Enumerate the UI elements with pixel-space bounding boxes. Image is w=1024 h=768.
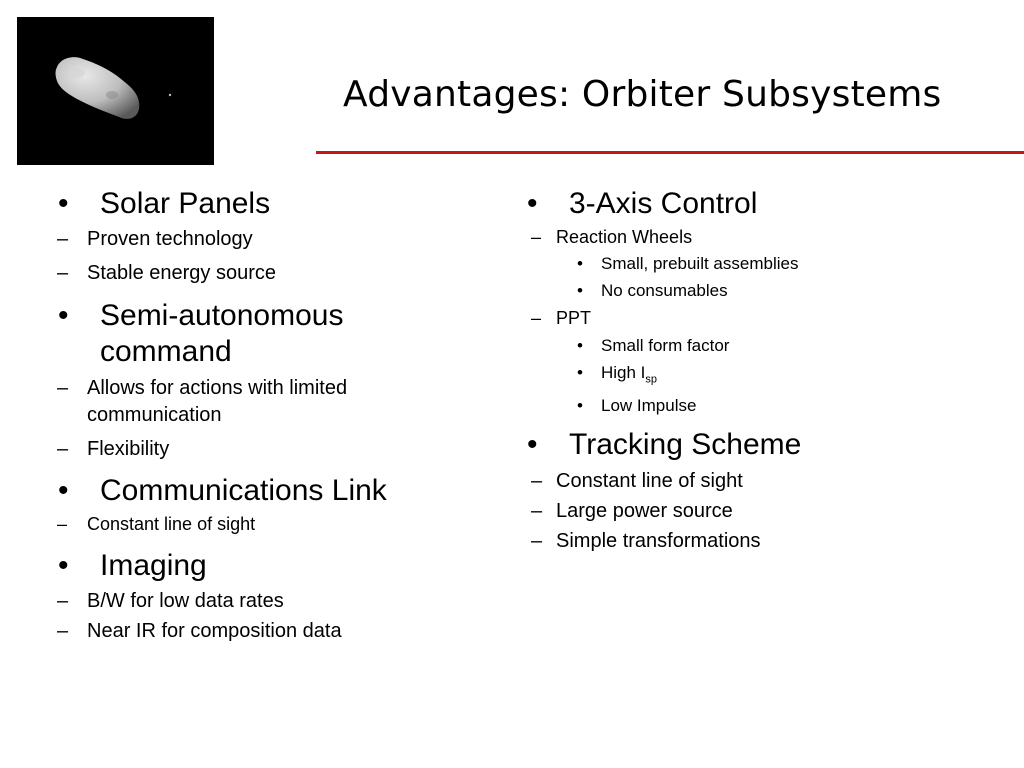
sub-item	[0, 226, 498, 253]
bullet-icon: •	[527, 187, 538, 220]
sub-sub-item	[469, 359, 1007, 393]
asteroid-image	[17, 17, 214, 165]
title-divider	[316, 151, 1024, 154]
sub-sub-item	[469, 393, 1007, 418]
sub-sub-item-text: No consumables	[601, 281, 728, 300]
sub-item-text: Flexibility	[87, 438, 170, 460]
bullet-icon: •	[577, 254, 583, 273]
sub-sub-item-text: Small, prebuilt assemblies	[601, 254, 799, 273]
bullet-icon: •	[577, 396, 583, 416]
sub-item-text: B/W for low data rates	[87, 590, 284, 612]
sub-item-text: Large power source	[556, 500, 733, 523]
sub-sub-item	[469, 250, 1007, 277]
dash-icon: –	[531, 530, 543, 553]
sub-item-reaction-wheels	[469, 224, 1007, 250]
slide-title: Advantages: Orbiter Subsystems	[343, 74, 942, 115]
sub-item-text-line2: communication	[87, 404, 222, 426]
asteroid-photo-icon	[17, 17, 214, 165]
dash-icon: –	[57, 514, 68, 534]
bullet-icon: •	[58, 299, 69, 332]
dash-icon: –	[531, 470, 543, 493]
heading-communications-link: Communications Link	[100, 474, 387, 507]
bullet-icon: •	[58, 474, 69, 507]
dash-icon: –	[57, 262, 69, 284]
list-item-imaging	[58, 548, 498, 584]
list-item-tracking-scheme	[527, 427, 1007, 463]
sub-item	[0, 375, 498, 429]
sub-item	[0, 618, 498, 645]
list-item-semi-autonomous	[58, 298, 498, 370]
bullet-icon: •	[577, 281, 583, 300]
sub-item-text: Simple transformations	[556, 530, 761, 553]
sub-item-ppt	[469, 304, 1007, 332]
dash-icon: –	[57, 228, 69, 250]
heading-imaging: Imaging	[100, 549, 207, 582]
heading-semi-autonomous-line1: Semi-autonomous	[100, 299, 344, 332]
heading-semi-autonomous-line2: command	[100, 335, 232, 368]
list-item-communications-link	[58, 473, 498, 509]
sub-sub-item-text: Low Impulse	[601, 396, 697, 416]
sub-item-text: Stable energy source	[87, 262, 277, 284]
heading-solar-panels: Solar Panels	[100, 187, 271, 220]
bullet-icon: •	[527, 428, 538, 462]
sub-sub-item-text: High I	[601, 363, 646, 382]
dash-icon: –	[531, 500, 543, 523]
left-column	[58, 186, 498, 645]
list-item-solar-panels	[58, 186, 498, 222]
sub-item-text: Near IR for composition data	[87, 620, 342, 642]
sub-item-text-line1: Allows for actions with limited	[87, 377, 348, 399]
dash-icon: –	[57, 590, 69, 612]
heading-3-axis-control: 3-Axis Control	[569, 187, 758, 220]
sub-item	[469, 496, 1007, 526]
sub-sub-item-text: Small form factor	[601, 336, 730, 355]
dash-icon: –	[531, 308, 542, 328]
bullet-icon: •	[577, 363, 583, 382]
bullet-icon: •	[58, 187, 69, 220]
dash-icon: –	[531, 227, 542, 247]
sub-item-text: PPT	[556, 308, 592, 328]
sub-item-text: Proven technology	[87, 228, 253, 250]
sub-item-text: Constant line of sight	[556, 470, 743, 493]
dash-icon: –	[57, 377, 69, 399]
sub-sub-item	[469, 277, 1007, 304]
sub-item	[0, 260, 498, 287]
sub-item	[469, 526, 1007, 556]
sub-item	[469, 466, 1007, 496]
sub-sub-item	[469, 332, 1007, 359]
dash-icon: –	[57, 438, 69, 460]
sub-item	[0, 436, 498, 463]
dash-icon: –	[57, 620, 69, 642]
sub-item-text: Constant line of sight	[87, 514, 256, 534]
sub-item	[0, 588, 498, 615]
right-column	[527, 186, 1007, 556]
heading-tracking-scheme: Tracking Scheme	[569, 428, 802, 462]
bullet-icon: •	[577, 336, 583, 355]
subscript-text: sp	[645, 373, 658, 386]
sub-item-text: Reaction Wheels	[556, 227, 693, 247]
bullet-icon: •	[58, 549, 69, 582]
list-item-3-axis-control	[527, 186, 1007, 222]
sub-item	[0, 511, 498, 538]
